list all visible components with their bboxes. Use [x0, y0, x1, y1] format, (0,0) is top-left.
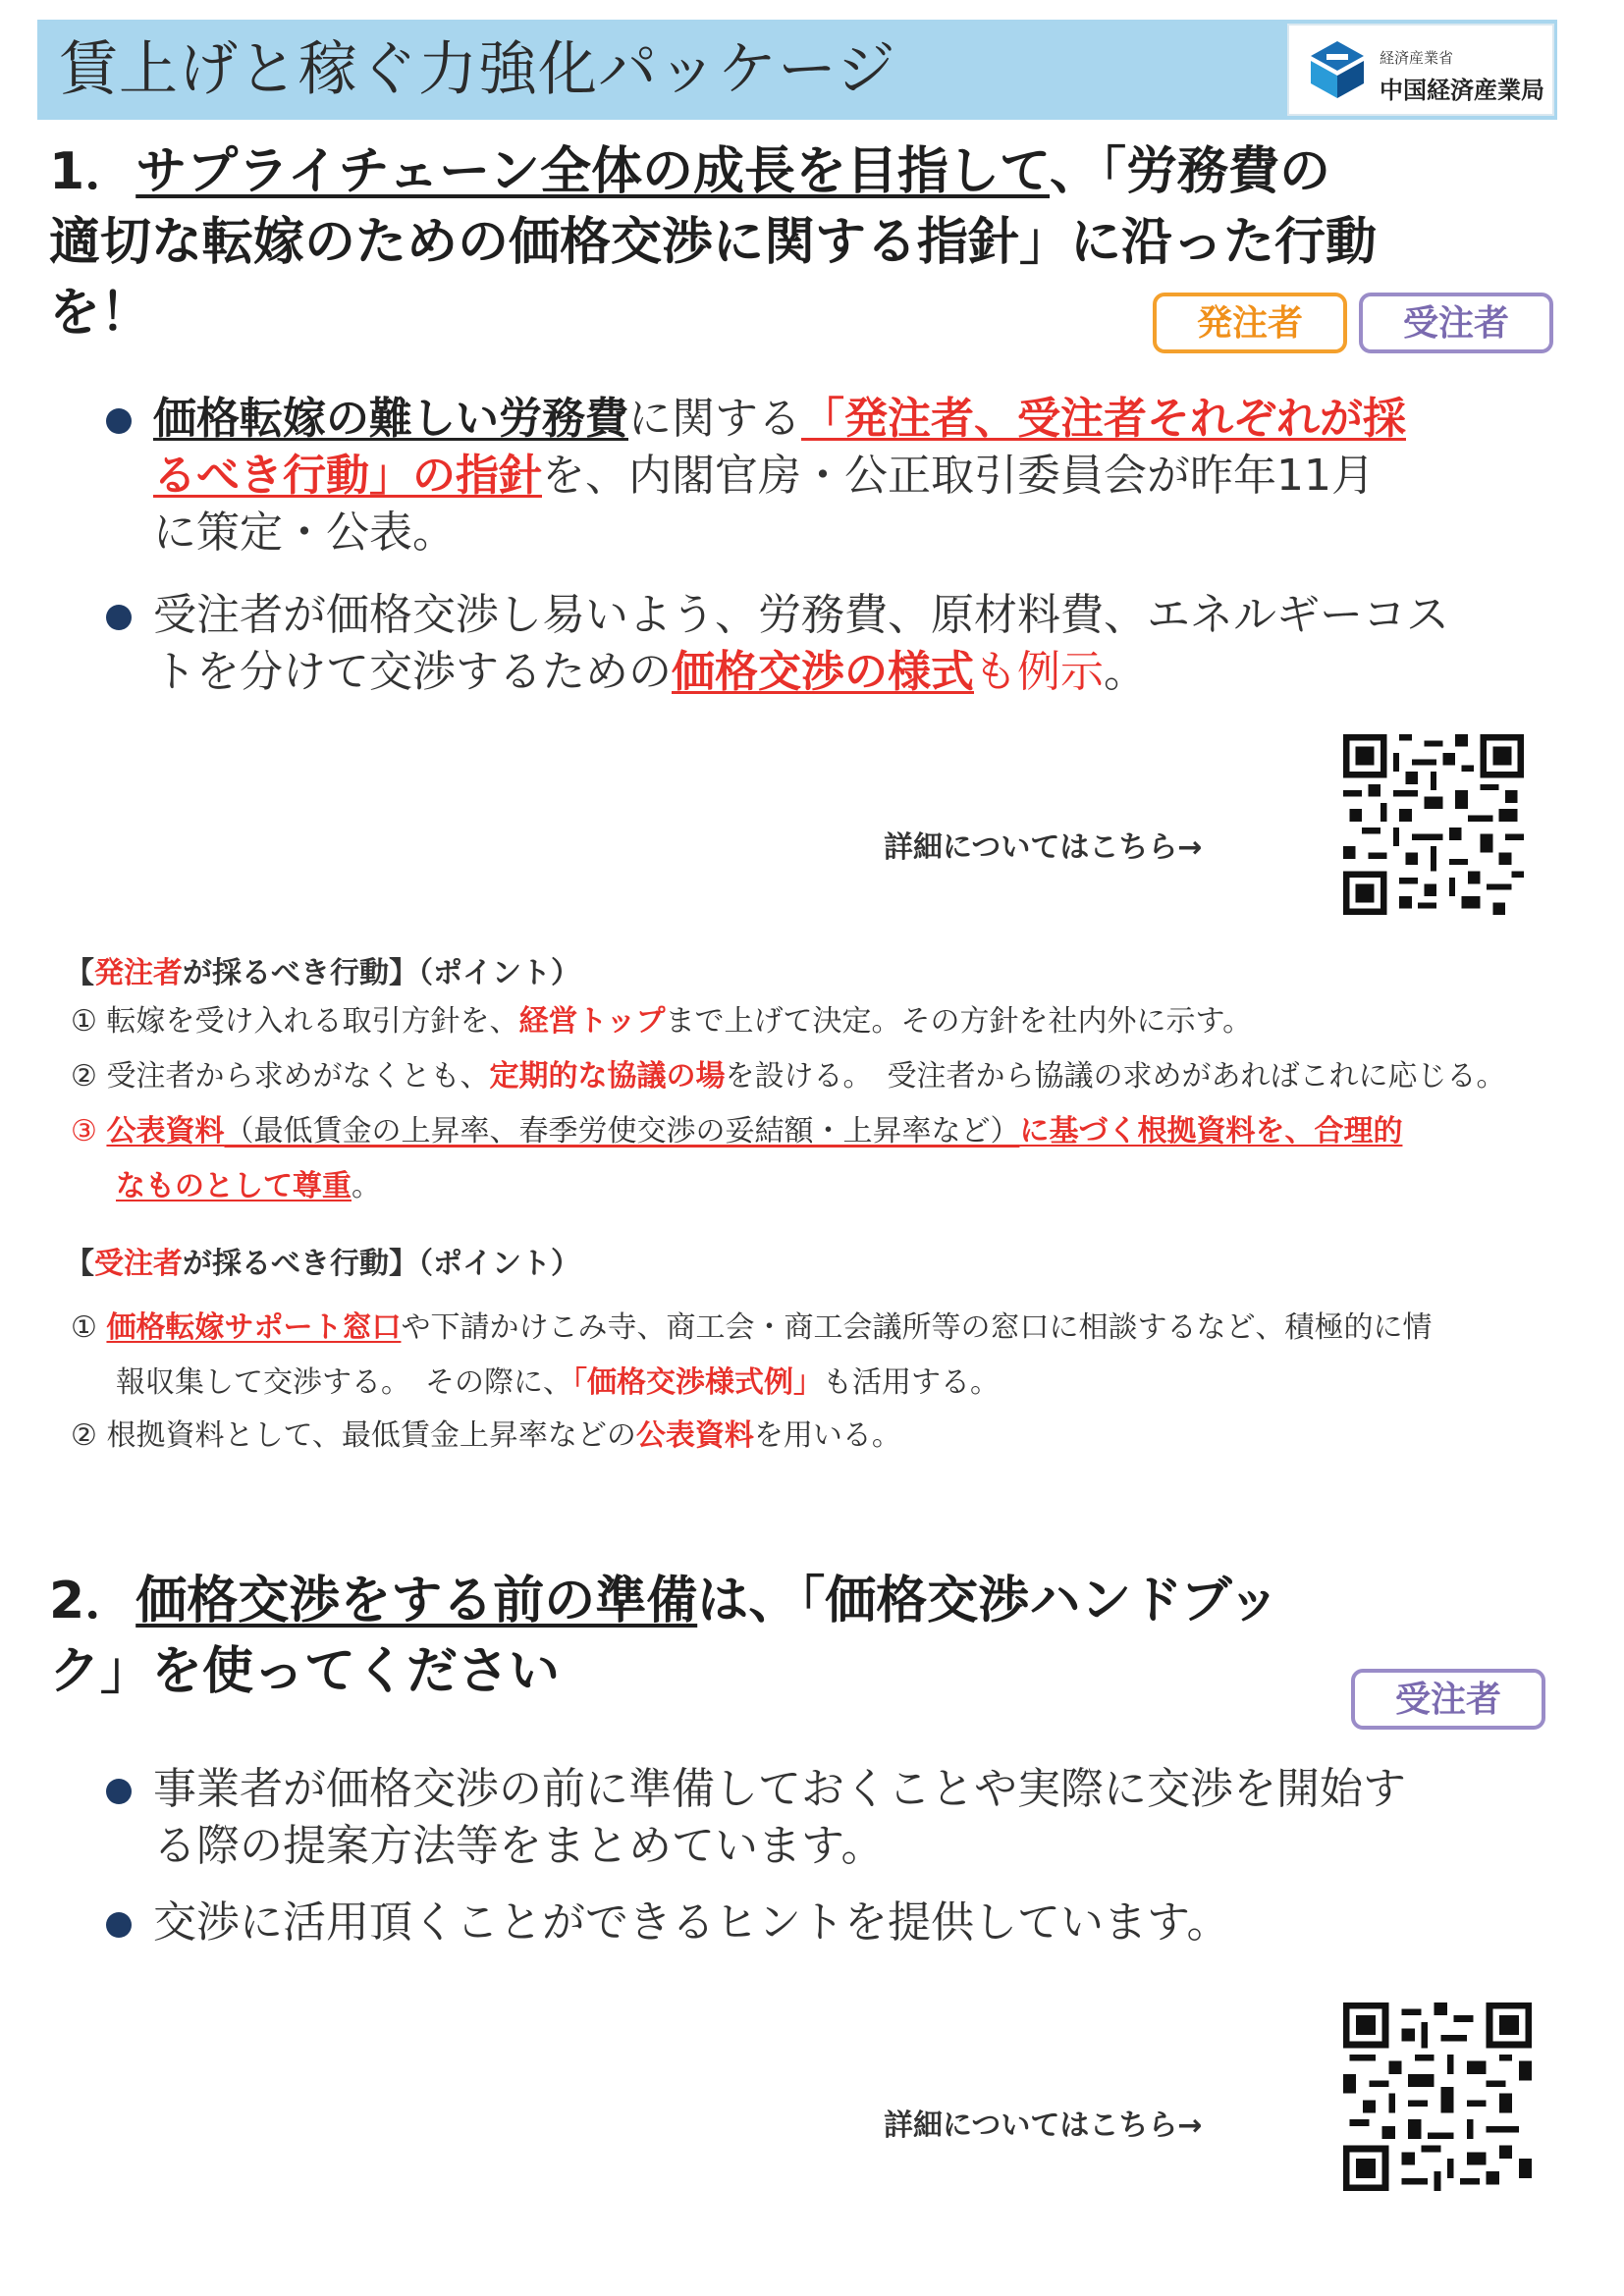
point-number: ① — [71, 1310, 97, 1345]
point-text: まで上げて決定。その方針を社内外に示す。 — [665, 1004, 1253, 1039]
point-number: ② — [71, 1418, 97, 1453]
bullet-text-segment: トを分けて交渉するための — [153, 647, 672, 697]
page-title: 賃上げと稼ぐ力強化パッケージ — [59, 35, 896, 104]
bullet-dot — [106, 605, 132, 630]
point-number: ② — [71, 1059, 97, 1094]
point-text: を設ける。 受注者から協議の求めがあればこれに応じる。 — [725, 1059, 1506, 1094]
section1-heading-line1 — [49, 137, 1330, 206]
point-text: を用いる。 — [753, 1418, 901, 1453]
point-highlight: 「価格交渉様式例」 — [572, 1365, 823, 1400]
bracket: 【 — [65, 956, 94, 990]
bullet-text-segment: 。 — [1104, 647, 1147, 697]
point-text: 報収集して交渉する。 その際に、 — [116, 1365, 572, 1400]
section1-bullet1-line1 — [153, 393, 1406, 446]
point-highlight: 価格転嫁サポート窓口 — [106, 1310, 402, 1345]
points-heading-rest: が採るべき行動】（ポイント） — [183, 1247, 580, 1281]
meti-logo-icon — [1307, 39, 1368, 100]
section2-bullet2: 交渉に活用頂くことができるヒントを提供しています。 — [153, 1897, 1230, 1948]
contractor-point-2 — [71, 1417, 901, 1455]
orderer-point-3 — [71, 1113, 1402, 1150]
guideline-highlight-cont: るべき行動」の指針 — [153, 451, 542, 501]
point-text: 受注者から求めがなくとも、 — [106, 1059, 490, 1094]
section2-heading-rest: は、「価格交渉ハンドブッ — [697, 1572, 1280, 1630]
bullet-text-segment: も — [974, 647, 1017, 697]
point-highlight: 定期的な協議の場 — [489, 1059, 726, 1094]
point-text: 。 — [352, 1169, 381, 1203]
section1-bullet2-line2 — [153, 646, 1147, 699]
negotiation-form-highlight: 価格交渉の様式 — [672, 647, 974, 697]
point-highlight: 公表資料 — [106, 1114, 225, 1148]
badge-contractor-2: 受注者 — [1351, 1669, 1545, 1730]
contractor-points-heading — [65, 1239, 580, 1282]
point-highlight: 公表資料 — [635, 1418, 754, 1453]
contractor-point-1-cont — [116, 1364, 1000, 1402]
orderer-points-heading — [65, 948, 580, 991]
point-highlight: なものとして尊重 — [116, 1169, 352, 1203]
section2-heading-line1 — [49, 1567, 1279, 1635]
bullet-dot — [106, 1779, 132, 1804]
section2-heading-underlined: 価格交渉をする前の準備 — [135, 1572, 698, 1630]
bullet-dot — [106, 1912, 132, 1938]
details-link-1[interactable]: 詳細についてはこちら→ — [884, 830, 1203, 865]
points-heading-rest: が採るべき行動】（ポイント） — [183, 956, 580, 990]
bullet-text-segment: を、内閣官房・公正取引委員会が昨年11月 — [542, 451, 1375, 501]
section1-heading-underlined: サプライチェーン全体の成長を目指して — [135, 142, 1050, 201]
point-text: （最低賃金の上昇率、春季労使交渉の妥結額・上昇率など） — [224, 1114, 1020, 1148]
logo-bureau-text: 中国経済産業局 — [1380, 77, 1544, 104]
badge-contractor: 受注者 — [1359, 293, 1553, 353]
qr-code-2[interactable] — [1343, 2002, 1532, 2191]
section1-number: 1． — [49, 142, 136, 201]
ministry-logo — [1287, 24, 1554, 116]
bullet-dot — [106, 408, 132, 434]
point-highlight: に基づく根拠資料を、合理的 — [1019, 1114, 1403, 1148]
details-link-2[interactable]: 詳細についてはこちら→ — [884, 2109, 1203, 2143]
section1-heading-line3: を！ — [49, 284, 152, 343]
badge-orderer: 発注者 — [1153, 293, 1347, 353]
section1-heading-rest: 、「労務費の — [1050, 142, 1331, 201]
labor-cost-bold: 価格転嫁の難しい労務費 — [153, 394, 628, 444]
orderer-point-3-cont — [116, 1168, 381, 1205]
point-text: 根拠資料として、最低賃金上昇率などの — [106, 1418, 636, 1453]
contractor-point-1 — [71, 1309, 1432, 1347]
orderer-role-label: 発注者 — [94, 956, 183, 990]
point-text: も活用する。 — [823, 1365, 1000, 1400]
section1-bullet2-line1: 受注者が価格交渉し易いよう、労務費、原材料費、エネルギーコス — [153, 590, 1449, 640]
bracket: 【 — [65, 1247, 94, 1281]
guideline-highlight: 「発注者、受注者それぞれが採 — [801, 394, 1406, 444]
section2-bullet1-line2: る際の提案方法等をまとめています。 — [153, 1821, 885, 1871]
orderer-point-1 — [71, 1003, 1252, 1041]
bullet-text-segment: 例示 — [1017, 647, 1104, 697]
point-text: や下請かけこみ寺、商工会・商工会議所等の窓口に相談するなど、積極的に情 — [401, 1310, 1433, 1345]
section2-bullet1-line1: 事業者が価格交渉の前に準備しておくことや実際に交渉を開始す — [153, 1764, 1406, 1814]
orderer-point-2 — [71, 1058, 1505, 1095]
qr-code-1[interactable] — [1343, 734, 1524, 915]
point-number: ③ — [71, 1114, 97, 1148]
point-text: 転嫁を受け入れる取引方針を、 — [106, 1004, 519, 1039]
section2-number: 2． — [49, 1572, 136, 1630]
point-highlight: 経営トップ — [518, 1004, 666, 1039]
section2-heading-line2: ク」を使ってください — [49, 1642, 561, 1701]
section1-bullet1-line3: に策定・公表。 — [153, 507, 456, 558]
section1-heading-line2: 適切な転嫁のための価格交渉に関する指針」に沿った行動 — [49, 213, 1378, 272]
contractor-role-label: 受注者 — [94, 1247, 183, 1281]
bullet-text-segment: に関する — [628, 394, 801, 444]
point-number: ① — [71, 1004, 97, 1039]
logo-ministry-text: 経済産業省 — [1380, 49, 1454, 67]
section1-bullet1-line2 — [153, 450, 1375, 503]
